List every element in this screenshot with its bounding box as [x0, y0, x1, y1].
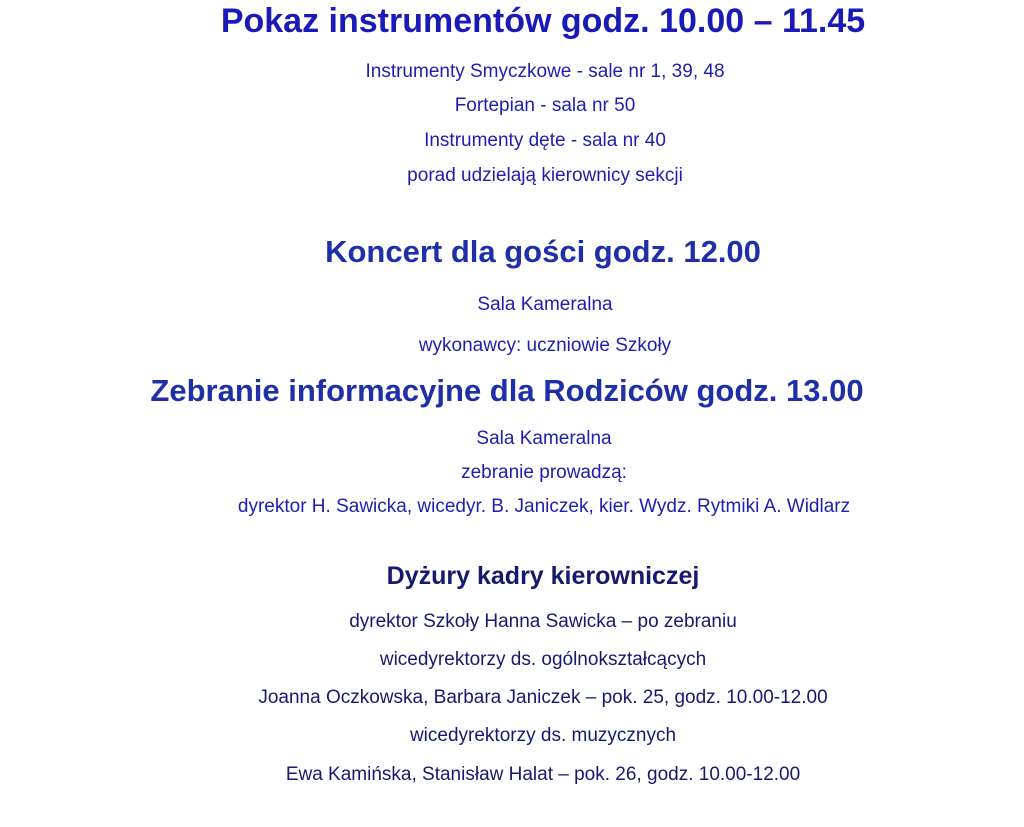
instruments-wind-line: Instrumenty dęte - sala nr 40	[424, 130, 666, 151]
meeting-title: Zebranie informacyjne dla Rodziców godz. 13.00	[150, 373, 864, 408]
concert-venue-line: Sala Kameralna	[477, 294, 613, 315]
duty-music-names: Ewa Kamińska, Stanisław Halat – pok. 26, godz. 10.00-12.00	[285, 764, 801, 785]
duty-title: Dyżury kadry kierowniczej	[386, 562, 700, 590]
meeting-hosts-line: dyrektor H. Sawicka, wicedyr. B. Janiczek, kier. Wydz. Rytmiki A. Widlarz	[237, 496, 851, 517]
duty-general-heading: wicedyrektorzy ds. ogólnokształcących	[379, 649, 707, 670]
instruments-piano-line: Fortepian - sala nr 50	[454, 95, 636, 116]
instruments-title: Pokaz instrumentów godz. 10.00 – 11.45	[220, 2, 866, 40]
duty-general-names: Joanna Oczkowska, Barbara Janiczek – pok. 25, godz. 10.00-12.00	[258, 687, 828, 708]
duty-director-line: dyrektor Szkoły Hanna Sawicka – po zebraniu	[349, 611, 737, 632]
meeting-venue-line: Sala Kameralna	[476, 428, 612, 449]
concert-title: Koncert dla gości godz. 12.00	[325, 234, 761, 269]
duty-music-heading: wicedyrektorzy ds. muzycznych	[409, 725, 677, 746]
concert-performers-line: wykonawcy: uczniowie Szkoły	[418, 335, 672, 356]
meeting-hosts-label: zebranie prowadzą:	[461, 462, 627, 483]
instruments-strings-line: Instrumenty Smyczkowe - sale nr 1, 39, 48	[365, 61, 725, 82]
instruments-advice-line: porad udzielają kierownicy sekcji	[407, 165, 683, 186]
